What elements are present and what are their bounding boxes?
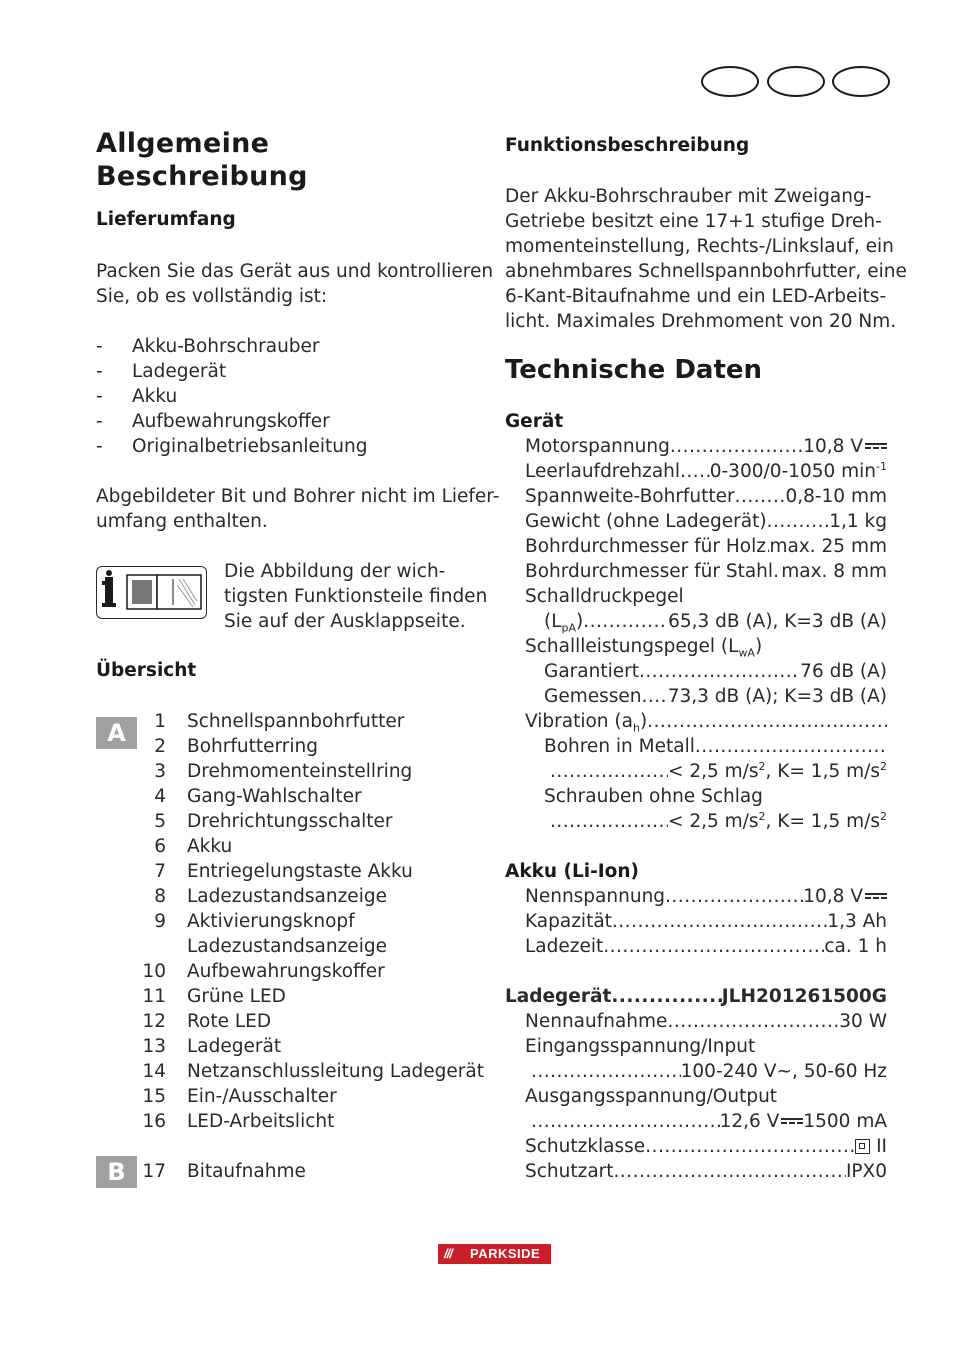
spec-row: Spannweite-Bohrfutter ..... 0,8-10 mm — [525, 484, 887, 509]
spec-row: ..... 12,6 V 1500 mA — [525, 1109, 887, 1134]
spec-row: Schallleistungspegel $(L_{wA})$ — [525, 636, 763, 659]
info-manual-icon — [96, 566, 207, 619]
language-selector — [701, 66, 891, 100]
spec-row: Nennaufnahme ..... 30 W — [525, 1009, 887, 1034]
brand-logo: /// PARKSIDE — [438, 1244, 551, 1264]
spec-row: ..... < 2,5 $m/s^2$, K= 1,5 $m/s^2$ — [544, 809, 887, 834]
function-text: Der Akku-Bohrschrauber mit Zweigang- — [505, 186, 872, 207]
language-oval — [701, 66, 759, 97]
spec-row: Bohrdurchmesser für Holz ..... max. 25 mm — [525, 534, 887, 559]
figure-badge-a: A — [96, 717, 137, 749]
spec-row: Motorspannung ..... 10,8 V — [525, 434, 887, 459]
scope-intro: Sie, ob es vollständig ist: — [96, 286, 328, 307]
protection-class-icon — [855, 1139, 870, 1154]
page-title-line-1: Allgemeine — [96, 128, 270, 159]
info-text: Sie auf der Ausklappseite. — [224, 611, 466, 632]
bits-note: umfang enthalten. — [96, 511, 268, 532]
spec-row: Garantiert ..... 76 dB (A) — [544, 659, 887, 684]
spec-row: Bohrdurchmesser für Stahl ..... max. 8 mm — [525, 559, 887, 584]
dc-symbol-icon — [865, 891, 887, 901]
tech-heading: Technische Daten — [505, 355, 763, 385]
spec-row: ..... < 2,5 $m/s^2$, K= 1,5 $m/s^2$ — [544, 759, 887, 784]
spec-row: ..... 100-240 V~, 50-60 Hz — [525, 1059, 887, 1084]
dc-symbol-icon — [781, 1116, 803, 1126]
spec-row: Schalldruckpegel — [525, 586, 684, 607]
language-oval — [767, 66, 825, 97]
bits-note: Abgebildeter Bit und Bohrer nicht im Liefer- — [96, 486, 500, 507]
function-text: licht. Maximales Drehmoment von 20 Nm. — [505, 311, 897, 332]
function-text: abnehmbares Schnellspannbohrfutter, eine — [505, 261, 907, 282]
spec-row: Gewicht (ohne Ladegerät) ..... 1,1 kg — [525, 509, 887, 534]
battery-heading: Akku (Li-Ion) — [505, 861, 640, 882]
function-text: Getriebe besitzt eine 17+1 stufige Dreh- — [505, 211, 882, 232]
spec-row: Ladezeit ..... ca. 1 h — [525, 934, 887, 959]
spec-row: Gemessen ..... 73,3 dB (A); K=3 dB (A) — [544, 684, 887, 709]
overview-heading: Übersicht — [96, 660, 197, 681]
spec-row: Schutzklasse ..... II — [525, 1134, 887, 1159]
spec-row: $(L_{pA})$ ..... 65,3 dB (A), K=3 dB (A) — [544, 609, 887, 634]
spec-row: Ausgangsspannung/Output — [525, 1086, 778, 1107]
dc-symbol-icon — [865, 441, 887, 451]
info-text: Die Abbildung der wich- — [224, 561, 446, 582]
spec-row: Schrauben ohne Schlag — [544, 786, 763, 807]
spec-row: Vibration $(a_h)$ ..... — [525, 709, 887, 734]
function-heading: Funktionsbeschreibung — [505, 135, 750, 156]
spec-row: Schutzart ..... IPX0 — [525, 1159, 887, 1184]
spec-row: Leerlaufdrehzahl ..... 0-300/0-1050 $\min^{-1}$ — [525, 459, 887, 484]
device-heading: Gerät — [505, 411, 564, 432]
info-text: tigsten Funktionsteile finden — [224, 586, 488, 607]
charger-row: Ladegerät ..... JLH201261500G — [505, 984, 887, 1009]
function-text: 6-Kant-Bitaufnahme und ein LED-Arbeits- — [505, 286, 887, 307]
page-title-line-2: Beschreibung — [96, 161, 308, 192]
spec-row: Nennspannung ..... 10,8 V — [525, 884, 887, 909]
function-text: momenteinstellung, Rechts-/Linkslauf, ein — [505, 236, 894, 257]
language-oval — [832, 66, 890, 97]
figure-badge-b: B — [96, 1156, 137, 1188]
scope-intro: Packen Sie das Gerät aus und kontrollieren — [96, 261, 494, 282]
scope-heading: Lieferumfang — [96, 209, 236, 230]
spec-row: Bohren in Metall ..... — [544, 734, 887, 759]
spec-row: Eingangsspannung/Input — [525, 1036, 756, 1057]
spec-row: Kapazität ..... 1,3 Ah — [525, 909, 887, 934]
